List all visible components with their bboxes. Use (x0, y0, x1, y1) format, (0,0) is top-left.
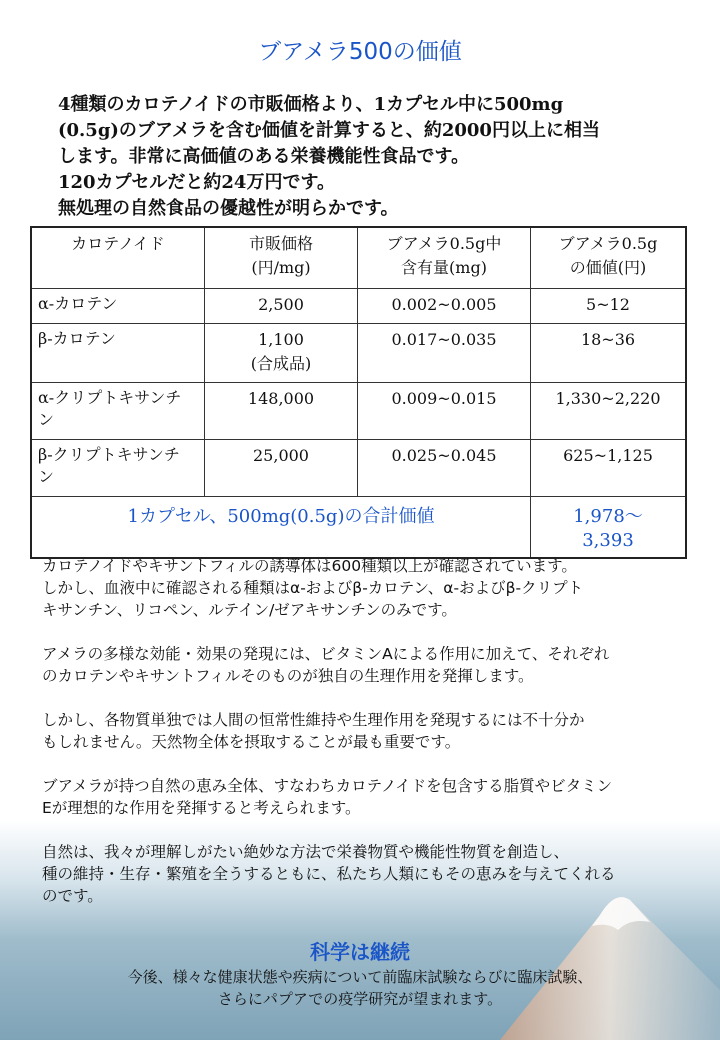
total-value: 1,978～ 3,393 (531, 497, 687, 559)
intro-line: (0.5g)のブアメラを含む価値を計算すると、約2000円以上に相当 (58, 120, 600, 141)
body-text (42, 555, 692, 929)
header-value: ブアメラ0.5g の価値(円) (531, 227, 687, 289)
cell-content: 0.025~0.045 (358, 440, 531, 497)
intro-line: します。非常に高価値のある栄養機能性食品です。 (58, 146, 470, 167)
intro-line: 無処理の自然食品の優越性が明らかです。 (58, 198, 399, 219)
value-comparison-table (30, 226, 687, 559)
closing-title: 科学は継続 (310, 940, 410, 964)
header-content: ブアメラ0.5g中 含有量(mg) (358, 227, 531, 289)
cell-value: 18~36 (531, 324, 687, 383)
table-row (31, 289, 686, 324)
table-row (31, 324, 686, 383)
paragraph: しかし、各物質単独では人間の恒常性維持や生理作用を発現するには不十分か もしれません。天然物全体を摂取することが最も重要です。 (42, 711, 585, 751)
closing-line: 今後、様々な健康状態や疾病について前臨床試験ならびに臨床試験、 (127, 968, 593, 986)
closing-line: さらにパプアでの疫学研究が望まれます。 (217, 990, 503, 1008)
table-row (31, 383, 686, 440)
cell-price: 25,000 (205, 440, 358, 497)
cell-price: 1,100 (合成品) (205, 324, 358, 383)
table-total-row (31, 497, 686, 559)
cell-name: α-カロテン (31, 289, 205, 324)
paragraph: アメラの多様な効能・効果の発現には、ビタミンAによる作用に加えて、それぞれ のカロテンやキサントフィルそのものが独自の生理作用を発揮します。 (42, 645, 610, 685)
total-label: 1カプセル、500mg(0.5g)の合計価値 (31, 497, 531, 559)
cell-name: β-カロテン (31, 324, 205, 383)
header-carotenoid: カロテノイド (31, 227, 205, 289)
paragraph: ブアメラが持つ自然の恵み全体、すなわちカロテノイドを包含する脂質やビタミン Eが理想的な作用を発揮すると考えられます。 (42, 777, 613, 817)
paragraph: カロテノイドやキサントフィルの誘導体は600種類以上が確認されています。 しかし、血液中に確認される種類はα-およびβ-カロテン、α-およびβ-クリプト キサンチン、リコペン、ルテイン/ゼアキサンチンのみです。 (42, 557, 584, 619)
table-row (31, 440, 686, 497)
cell-price: 2,500 (205, 289, 358, 324)
cell-value: 1,330~2,220 (531, 383, 687, 440)
cell-name: β-クリプトキサンチ ン (31, 440, 205, 497)
cell-content: 0.009~0.015 (358, 383, 531, 440)
page-title: ブアメラ500の価値 (258, 39, 462, 65)
paragraph: 自然は、我々が理解しがたい絶妙な方法で栄養物質や機能性物質を創造し、 種の維持・生存・繁殖を全うするともに、私たち人類にもその恵みを与えてくれる のです。 (42, 843, 616, 905)
cell-price: 148,000 (205, 383, 358, 440)
cell-content: 0.017~0.035 (358, 324, 531, 383)
table-header-row (31, 227, 686, 289)
intro-line: 120カプセルだと約24万円です。 (58, 172, 336, 193)
intro-text (58, 92, 698, 222)
intro-line: 4種類のカロテノイドの市販価格より、1カプセル中に500mg (58, 94, 564, 115)
cell-content: 0.002~0.005 (358, 289, 531, 324)
closing-text (0, 966, 720, 1010)
cell-name: α-クリプトキサンチ ン (31, 383, 205, 440)
header-market-price: 市販価格 (円/mg) (205, 227, 358, 289)
cell-value: 5~12 (531, 289, 687, 324)
cell-value: 625~1,125 (531, 440, 687, 497)
